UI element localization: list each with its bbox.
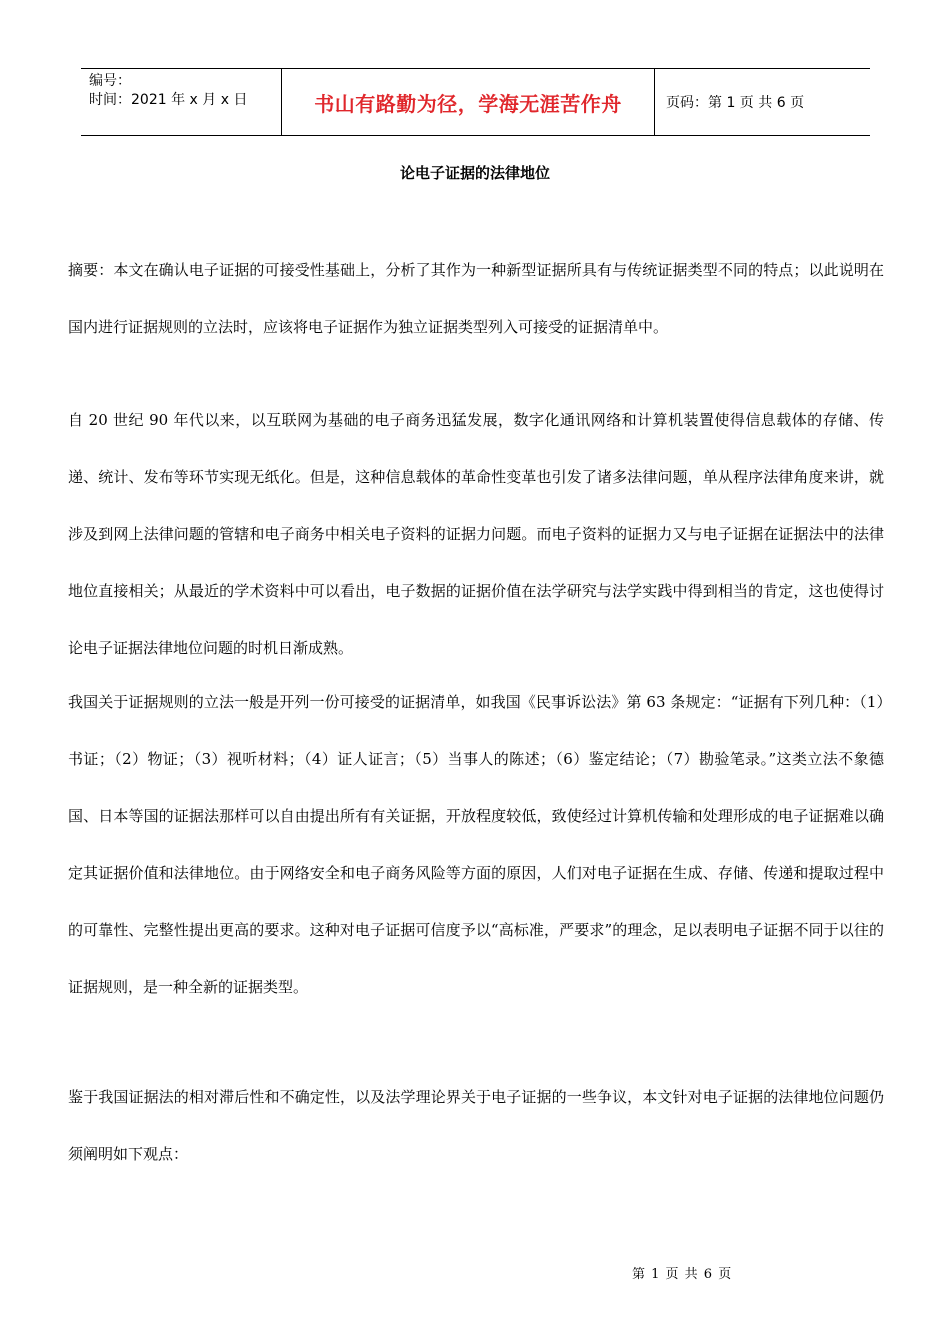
number-label: 编号： <box>89 73 131 89</box>
header-table <box>81 68 870 136</box>
header-motto: 书山有路勤为径，学海无涯苦作舟 <box>314 91 622 116</box>
body-paragraph-1: 自 20 世纪 90 年代以来，以互联网为基础的电子商务迅猛发展，数字化通讯网络和计算机装置使得信息载体的存储、传递、统计、发布等环节实现无纸化。但是，这种信息载体的革命性变革也引发了诸多法律问题，单从程序法律角度来讲，就涉及到网上法律问题的管辖和电子商务中相关电子资料的证据力问题。而电子资料的证据力又与电子证据在证据法中的法律地位直接相关；从最近的学术资料中可以看出，电子数据的证据价值在法学研究与法学实践中得到相当的肯定，这也使得讨论电子证据法律地位问题的时机日渐成熟。 <box>68 411 884 657</box>
abstract-paragraph: 摘要：本文在确认电子证据的可接受性基础上，分析了其作为一种新型证据所具有与传统证据类型不同的特点；以此说明在国内进行证据规则的立法时，应该将电子证据作为独立证据类型列入可接受的证据清单中。 <box>68 261 884 336</box>
header-page-info: 页码：第 1 页 共 6 页 <box>666 95 805 111</box>
time-label: 时间：2021 年 x 月 x 日 <box>89 92 248 108</box>
document-title: 论电子证据的法律地位 <box>399 164 550 182</box>
header-meta-cell <box>81 69 282 135</box>
body-paragraph-2: 我国关于证据规则的立法一般是开列一份可接受的证据清单，如我国《民事诉讼法》第 63 条规定：“证据有下列几种：（1）书证；（2）物证；（3）视听材料；（4）证人证言；（5）当事人的陈述；（6）鉴定结论；（7）勘验笔录。”这类立法不象德国、日本等国的证据法那样可以自由提出所有有关证据，开放程度较低，致使经过计算机传输和处理形成的电子证据难以确定其证据价值和法律地位。由于网络安全和电子商务风险等方面的原因，人们对电子证据在生成、存储、传递和提取过程中的可靠性、完整性提出更高的要求。这种对电子证据可信度予以“高标准，严要求”的理念，足以表明电子证据不同于以往的证据规则，是一种全新的证据类型。 <box>68 693 884 996</box>
body-paragraph-3: 鉴于我国证据法的相对滞后性和不确定性，以及法学理论界关于电子证据的一些争议，本文针对电子证据的法律地位问题仍须阐明如下观点： <box>68 1088 884 1163</box>
page-info-cell <box>655 69 870 135</box>
page-footer: 第 1 页 共 6 页 <box>632 1267 733 1282</box>
motto-cell <box>282 69 655 135</box>
